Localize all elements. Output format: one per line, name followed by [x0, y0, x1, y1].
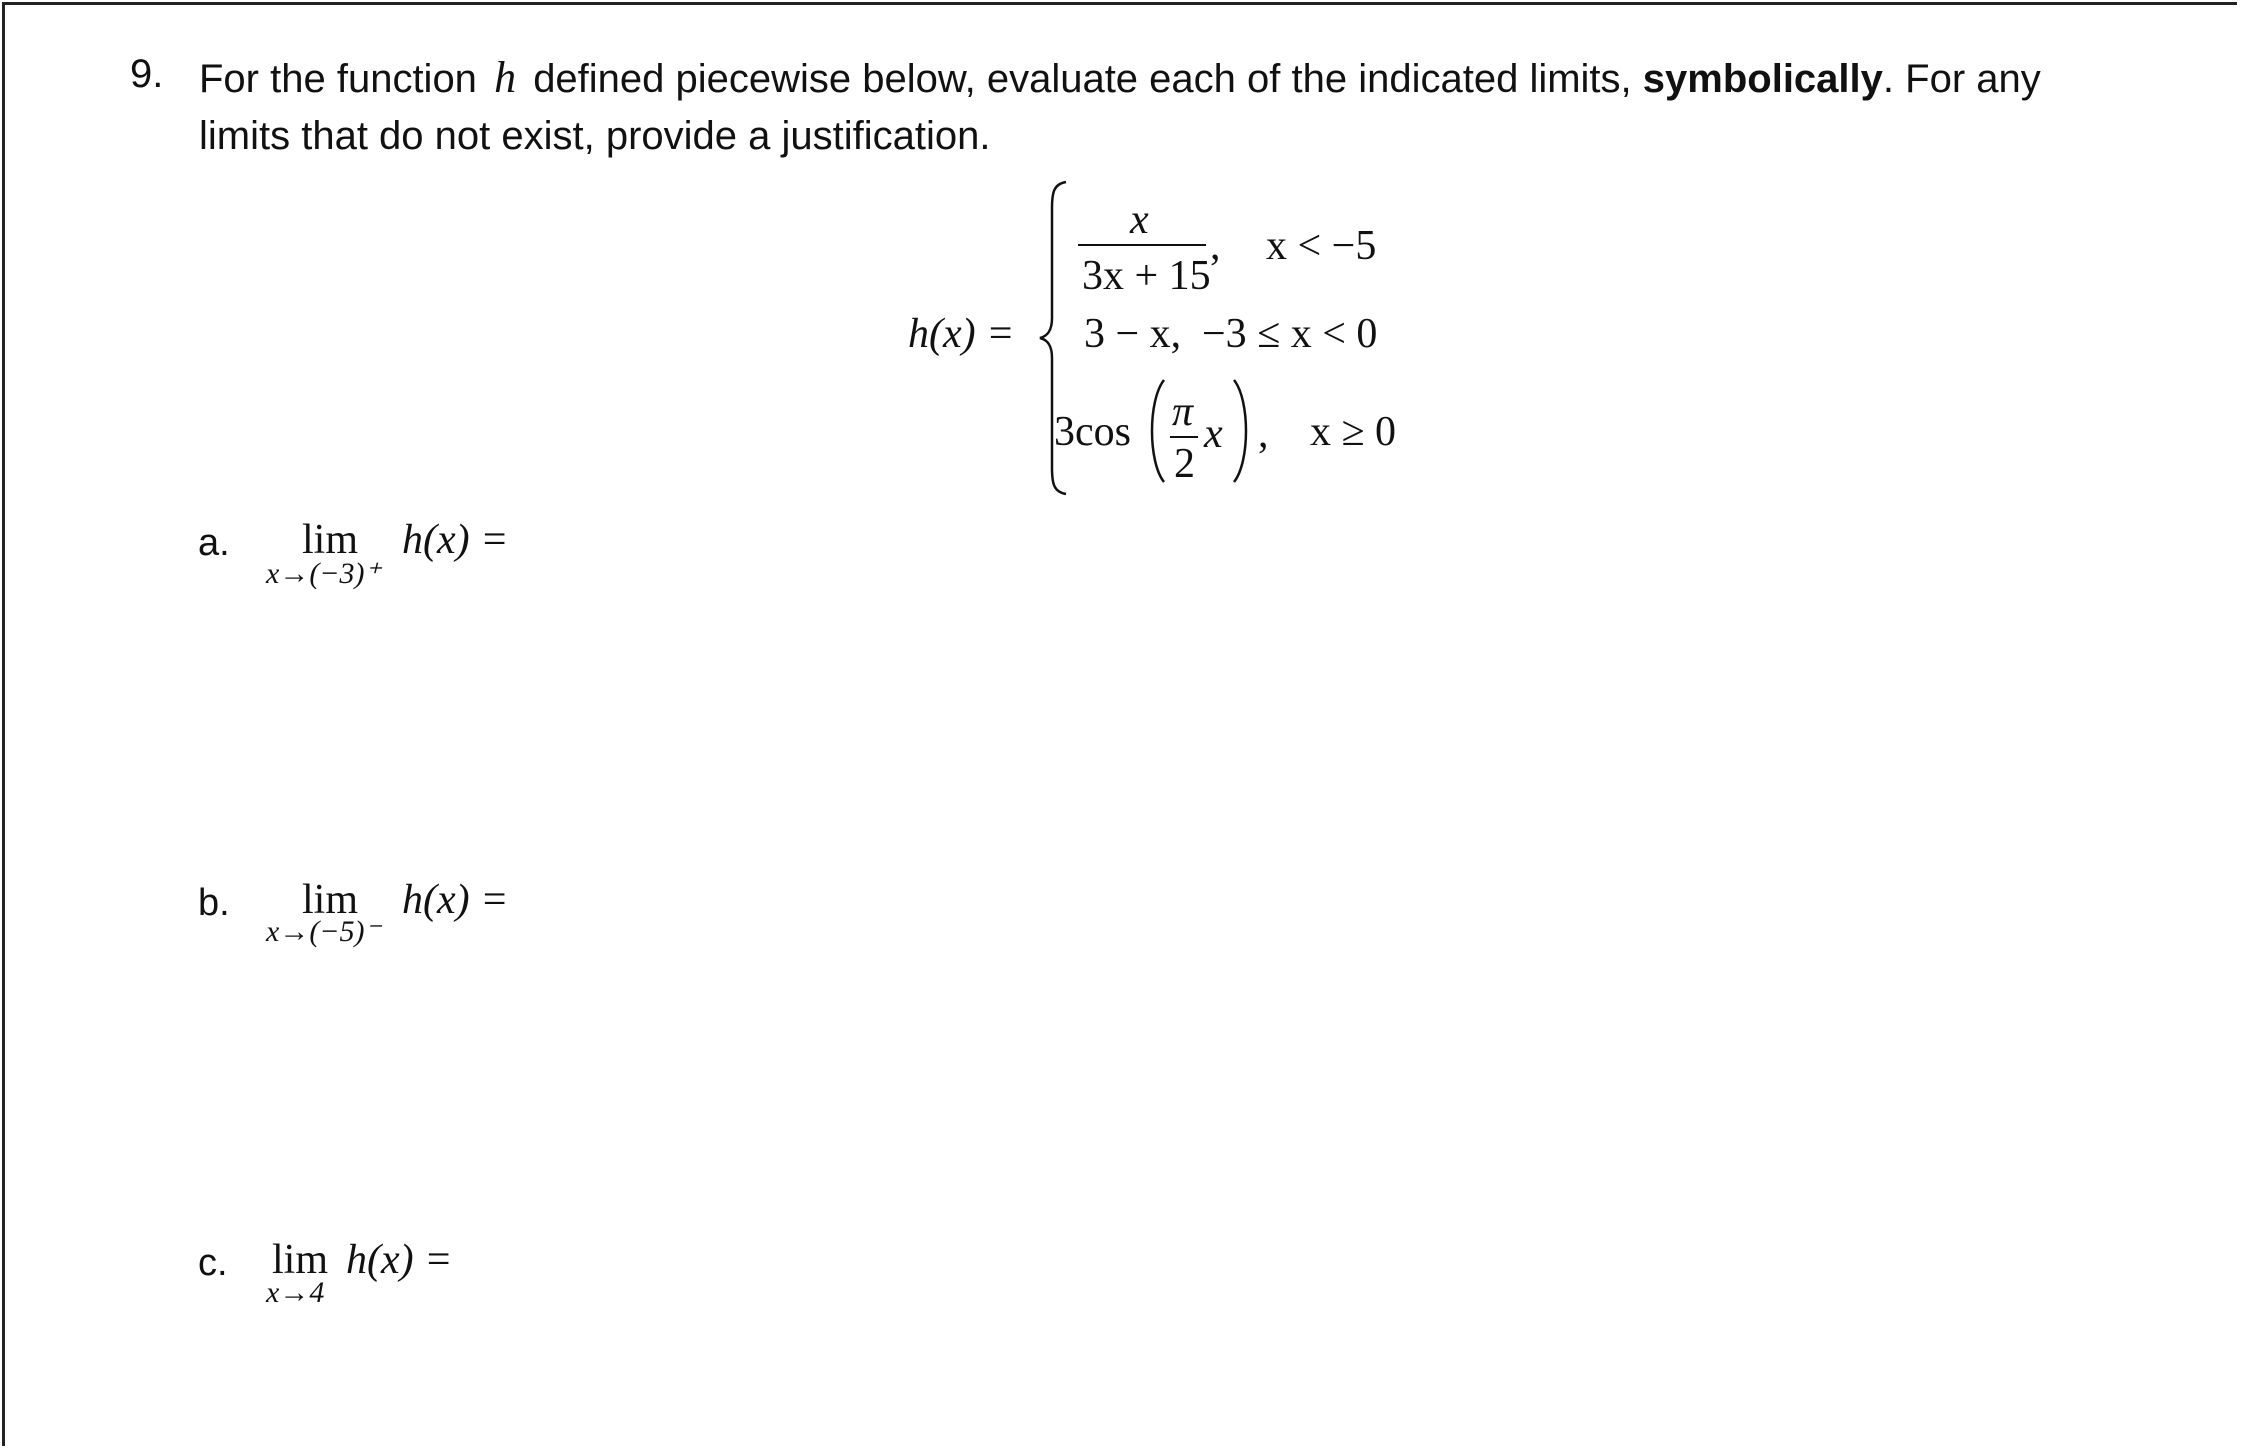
piece3-comma: ,: [1258, 411, 1269, 457]
part-c-subscript: x→4: [266, 1276, 325, 1309]
function-variable: h: [494, 53, 517, 102]
function-lhs: [908, 310, 1014, 358]
piece3-fraction-bar: [1170, 436, 1198, 438]
question-number: 9.: [130, 52, 164, 96]
piece1-denominator: 3x + 15: [1082, 253, 1211, 299]
piece3-frac-num: π: [1172, 389, 1194, 435]
piece3-condition: x ≥ 0: [1310, 409, 1397, 455]
piece3-left-paren: [1142, 376, 1168, 486]
emphasis-symbolically: symbolically: [1642, 57, 1883, 101]
piece1-comma: ,: [1210, 223, 1221, 269]
piece1-fraction-bar: [1078, 244, 1206, 246]
part-c-expression: h(x) =: [346, 1237, 453, 1283]
question-line-2: limits that do not exist, provide a justification.: [199, 114, 991, 158]
page-border: [2, 2, 2237, 1446]
piece3-coef: 3cos: [1054, 409, 1131, 455]
piece3-frac-den: 2: [1174, 441, 1195, 487]
part-a-expression: h(x) =: [402, 517, 509, 563]
function-lhs-text: h(x) =: [908, 311, 1015, 357]
piece1-condition: x < −5: [1266, 223, 1377, 269]
question-line-1: [199, 52, 2041, 103]
question-text-1a: For the function: [199, 57, 477, 101]
piece2-expression: 3 − x,: [1084, 311, 1182, 357]
piece3-var: x: [1204, 411, 1223, 457]
piece1-numerator: x: [1130, 197, 1149, 243]
piece2-condition: −3 ≤ x < 0: [1202, 311, 1378, 357]
part-a-subscript: x→(−3)⁺: [266, 557, 381, 590]
question-text-1c: . For any: [1882, 57, 2041, 101]
part-b-label: b.: [198, 882, 230, 924]
piece3-right-paren: [1230, 376, 1256, 486]
part-c-label: c.: [198, 1242, 228, 1284]
part-b-expression: h(x) =: [402, 877, 509, 923]
part-b-lim: lim: [302, 877, 359, 923]
part-a-lim: lim: [302, 517, 359, 563]
part-c-lim: lim: [272, 1237, 329, 1283]
question-text-1b: defined piecewise below, evaluate each of the indicated limits,: [533, 57, 1632, 101]
part-b-subscript: x→(−5)⁻: [266, 915, 381, 948]
part-a-label: a.: [198, 522, 230, 564]
